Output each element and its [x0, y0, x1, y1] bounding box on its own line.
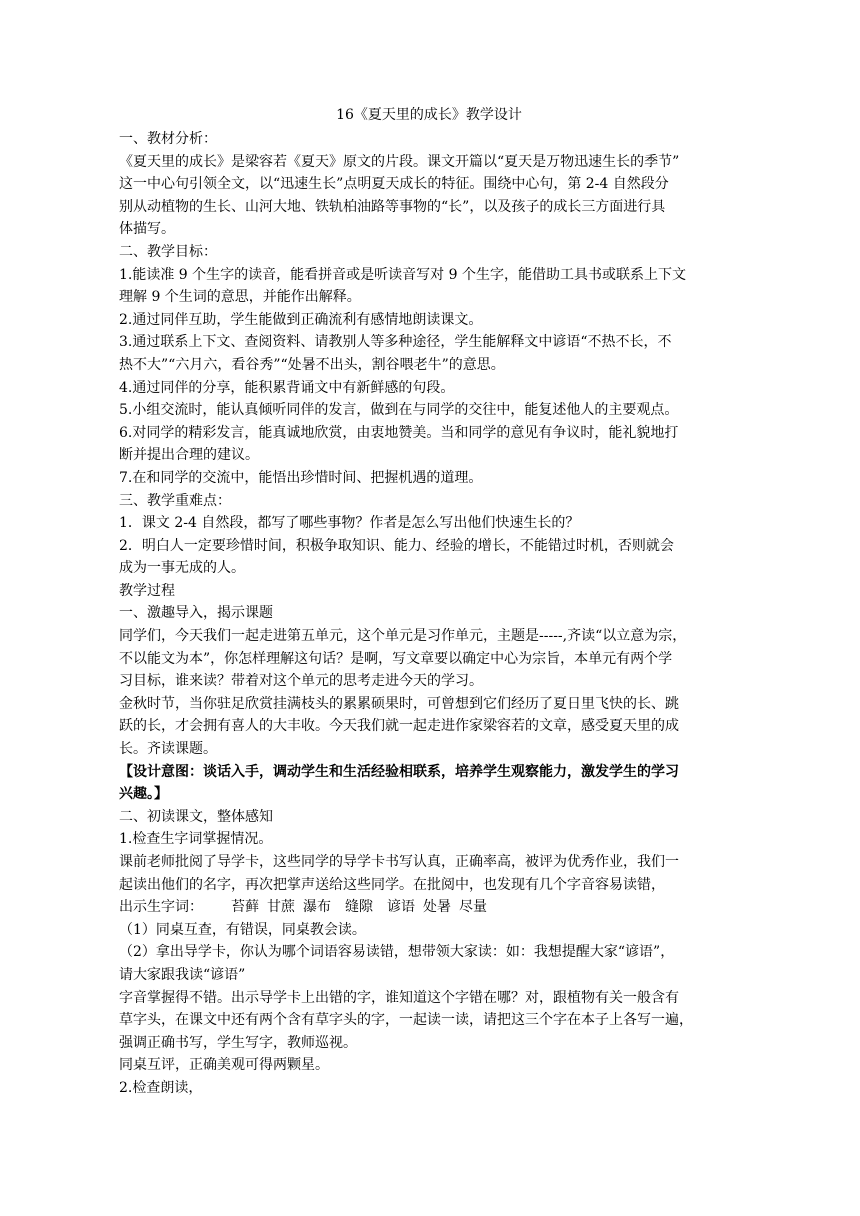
- text-line: 3.通过联系上下文、查阅资料、请教别人等多种途径，学生能解释文中谚语“不热不长，不: [119, 334, 672, 351]
- vocabulary-word: 甘蔗: [267, 899, 295, 916]
- text-line: 2.通过同伴互助，学生能做到正确流利有感情地朗读课文。: [119, 311, 483, 328]
- text-line: 2．明白人一定要珍惜时间，积极争取知识、能力、经验的增长，不能错过时机，否则就会: [119, 537, 674, 554]
- text-line: 习目标，谁来读？带着对这个单元的思考走进今天的学习。: [119, 673, 483, 690]
- section-first-reading: [119, 806, 739, 1100]
- text-line: 7.在和同学的交流中，能悟出珍惜时间、把握机遇的道理。: [119, 469, 483, 486]
- text-line: 《夏天里的成长》是梁容若《夏天》原文的片段。课文开篇以“夏天是万物迅速生长的季节”: [119, 153, 680, 170]
- text-line: 【设计意图：谈话入手，调动学生和生活经验相联系，培养学生观察能力，激发学生的学习: [119, 763, 679, 780]
- text-line: 断并提出合理的建议。: [119, 447, 259, 464]
- text-line: 体描写。: [119, 221, 175, 238]
- text-line: 6.对同学的精彩发言，能真诚地欣赏，由衷地赞美。当和同学的意见有争议时，能礼貌地打: [119, 424, 679, 441]
- text-line: （1）同桌互查，有错误，同桌教会读。: [119, 921, 366, 938]
- text-line: 请大家跟我读“谚语”: [119, 966, 246, 983]
- vocabulary-word: 处暑: [423, 899, 451, 916]
- text-line: 三、教学重难点：: [119, 492, 231, 509]
- text-line: （2）拿出导学卡，你认为哪个词语容易读错，想带领大家读：如：我想提醒大家“谚语”，: [119, 944, 675, 961]
- section-analysis-and-goals: [119, 128, 739, 761]
- text-line: 1.能读准 9 个生字的读音，能看拼音或是听读音写对 9 个生字，能借助工具书或联系上下文: [119, 266, 686, 283]
- text-line: 金秋时节，当你驻足欣赏挂满枝头的累累硕果时，可曾想到它们经历了夏日里飞快的长、跳: [119, 695, 679, 712]
- text-line: 二、教学目标：: [119, 243, 217, 260]
- vocabulary-word: 苔藓: [231, 899, 259, 916]
- document-body: [119, 103, 739, 1100]
- text-line: 成为一事无成的人。: [119, 560, 245, 577]
- text-line: 字音掌握得不错。出示导学卡上出错的字，谁知道这个字错在哪？对，跟植物有关一般含有: [119, 989, 679, 1006]
- document-title: 16《夏天里的成长》教学设计: [336, 107, 522, 123]
- text-line: 一、教材分析：: [119, 131, 217, 147]
- design-intent-note: [119, 761, 739, 806]
- text-line: 5.小组交流时，能认真倾听同伴的发言，做到在与同学的交往中，能复述他人的主要观点。: [119, 402, 679, 419]
- text-line: 热不大”“六月六，看谷秀”“处暑不出头，割谷喂老牛”的意思。: [119, 356, 505, 373]
- text-line: 4.通过同伴的分享，能积累背诵文中有新鲜感的句段。: [119, 379, 455, 396]
- text-line: 强调正确书写，学生写字，教师巡视。: [119, 1034, 357, 1051]
- text-line: 课前老师批阅了导学卡，这些同学的导学卡书写认真，正确率高，被评为优秀作业，我们一: [119, 854, 679, 870]
- text-line: 理解 9 个生词的意思，并能作出解释。: [119, 289, 361, 306]
- text-line: 这一中心句引领全文，以“迅速生长”点明夏天成长的特征。围绕中心句，第 2-4 自然段分: [119, 176, 669, 193]
- text-line: 起读出他们的名字，再次把掌声送给这些同学。在批阅中，也发现有几个字音容易读错，: [119, 876, 665, 893]
- text-line: 同学们，今天我们一起走进第五单元，这个单元是习作单元，主题是-----,齐读“以立意为宗，: [119, 628, 687, 645]
- text-line: 兴趣。】: [119, 786, 168, 803]
- vocabulary-word: 瀑布: [303, 899, 331, 916]
- text-line: 草字头，在课文中还有两个含有草字头的字，一起读一读，请把这三个字在本子上各写一遍，: [119, 1012, 693, 1029]
- text-line: 不以能文为本”，你怎样理解这句话？是啊，写文章要以确定中心为宗旨，本单元有两个学: [119, 650, 673, 667]
- vocabulary-word: 缝隙: [345, 899, 373, 916]
- vocabulary-word: 谚语: [387, 899, 415, 916]
- vocabulary-label: 出示生字词：: [119, 899, 203, 916]
- vocabulary-line: [119, 896, 739, 919]
- text-line: 别从动植物的生长、山河大地、铁轨柏油路等事物的“长”，以及孩子的成长三方面进行具: [119, 198, 666, 215]
- text-line: 二、初读课文，整体感知: [119, 808, 273, 825]
- text-line: 长。齐读课题。: [119, 741, 217, 758]
- text-line: 跃的长，才会拥有喜人的大丰收。今天我们就一起走进作家梁容若的文章，感受夏天里的成: [119, 718, 679, 735]
- text-line: 1．课文 2-4 自然段，都写了哪些事物？作者是怎么写出他们快速生长的？: [119, 515, 580, 532]
- text-line: 一、激趣导入，揭示课题: [119, 605, 273, 622]
- text-line: 同桌互评，正确美观可得两颗星。: [119, 1057, 329, 1074]
- text-line: 1.检查生字词掌握情况。: [119, 831, 273, 848]
- vocabulary-word: 尽量: [459, 899, 487, 916]
- text-line: 教学过程: [119, 582, 175, 599]
- text-line: 2.检查朗读，: [119, 1079, 203, 1096]
